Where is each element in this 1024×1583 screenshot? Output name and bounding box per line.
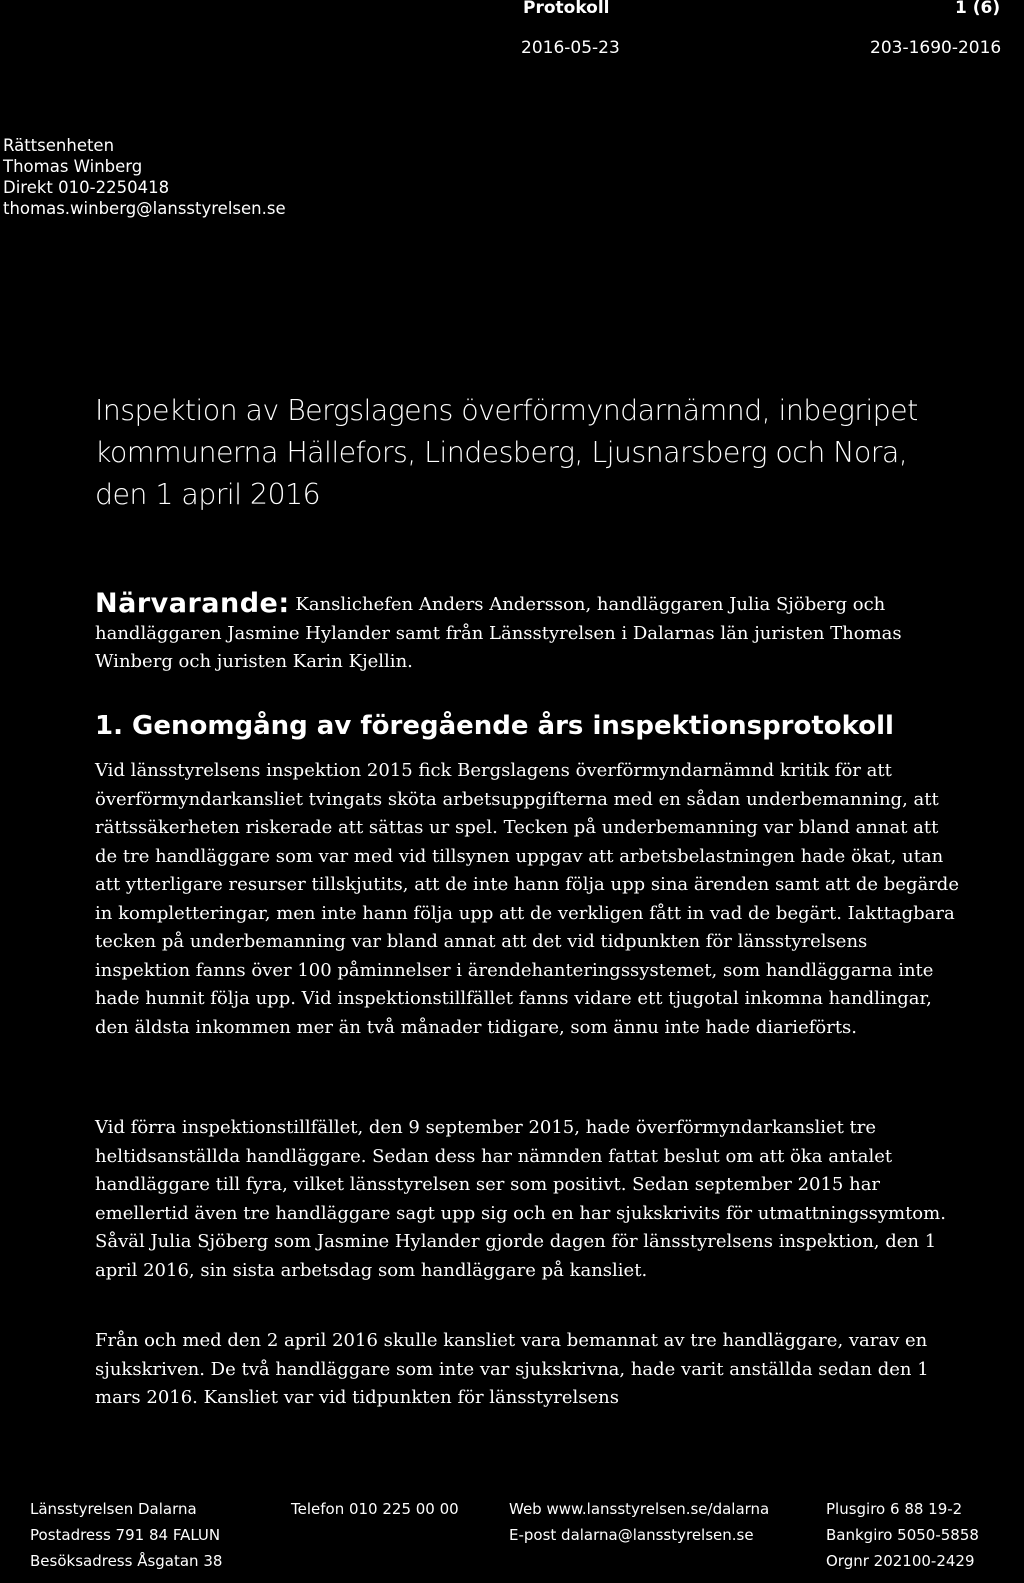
footer-plusgiro: Plusgiro 6 88 19-2	[826, 1500, 963, 1518]
footer-bankgiro: Bankgiro 5050-5858	[826, 1526, 979, 1544]
sender-name: Thomas Winberg	[3, 157, 143, 176]
footer-orgnr: Orgnr 202100-2429	[826, 1552, 975, 1570]
footer-visit: Besöksadress Åsgatan 38	[30, 1552, 223, 1570]
sender-email[interactable]: thomas.winberg@lansstyrelsen.se	[3, 199, 286, 218]
document-date: 2016-05-23	[521, 38, 620, 58]
attendees-label: Närvarande:	[95, 588, 290, 619]
body-paragraph-1: Vid länsstyrelsens inspektion 2015 fick Bergslagens överförmyndarnämnd kritik för att överförmyndarkansliet tvingats sköta arbetsuppgifterna med en sådan underbemanning, att rättssäkerheten riskerade att sättas ur spel. Tecken på underbemanning var bland annat att de tre handläggare som var med vid tillsynen uppgav att arbetsbelastningen hade ökat, utan att ytterligare resurser tillskjutits, att de inte hann följa upp sina ärenden samt att de begärde in kompletteringar, men inte hann följa upp att de verkligen fått in vad de begärt. Iakttagbara tecken på underbemanning var bland annat att det vid tidpunkten för länsstyrelsens inspektion fanns över 100 påminnelser i ärendehanteringssystemet, som handläggarna inte hade hunnit följa upp. Vid inspektionstillfället fanns vidare ett tjugotal inkomna handlingar, den äldsta inkommen mer än två månader tidigare, som ännu inte hade diarieförts.	[95, 760, 959, 1038]
attendees-paragraph	[95, 590, 965, 677]
footer-web	[509, 1496, 769, 1548]
body-paragraph-3: Från och med den 2 april 2016 skulle kansliet vara bemannat av tre handläggare, varav en sjukskriven. De två handläggare som inte var sjukskrivna, hade varit anställda sedan den 1 mars 2016. Kansliet var vid tidpunkten för länsstyrelsens	[95, 1330, 929, 1408]
document-title	[95, 390, 995, 516]
footer-payment	[826, 1496, 979, 1574]
body-paragraph-2: Vid förra inspektionstillfället, den 9 september 2015, hade överförmyndarkansliet tre heltidsanställda handläggare. Sedan dess har nämnden fattat beslut om att öka antalet handläggare till fyra, vilket länsstyrelsen ser som positivt. Sedan september 2015 har emellertid även tre handläggare sagt upp sig och en har sjukskrivits för utmattningssymtom. Såväl Julia Sjöberg som Jasmine Hylander gjorde dagen för länsstyrelsens inspektion, den 1 april 2016, sin sista arbetsdag som handläggare på kansliet.	[95, 1117, 946, 1281]
footer-postal: Postadress 791 84 FALUN	[30, 1526, 221, 1544]
footer-org: Länsstyrelsen Dalarna	[30, 1500, 197, 1518]
sender-unit: Rättsenheten	[3, 136, 115, 155]
footer-phone	[291, 1496, 459, 1522]
case-number: 203-1690-2016	[870, 38, 1002, 58]
document-type: Protokoll	[523, 0, 610, 18]
footer-web-link[interactable]: Web www.lansstyrelsen.se/dalarna	[509, 1500, 770, 1518]
section-heading: 1. Genomgång av föregående års inspektionsprotokoll	[95, 711, 894, 741]
sender-block	[3, 135, 286, 219]
footer-phone-text: Telefon 010 225 00 00	[291, 1500, 459, 1518]
attendees-text: Kanslichefen Anders Andersson, handläggaren Julia Sjöberg och handläggaren Jasmine Hylander samt från Länsstyrelsen i Dalarnas län juristen Thomas Winberg och juristen Karin Kjellin.	[95, 594, 902, 672]
page-number: 1 (6)	[955, 0, 1001, 18]
sender-phone: Direkt 010-2250418	[3, 178, 170, 197]
title-line-2: kommunerna Hällefors, Lindesberg, Ljusnarsberg och Nora,	[95, 436, 908, 469]
footer-address	[30, 1496, 222, 1574]
footer-email-link[interactable]: E-post dalarna@lansstyrelsen.se	[509, 1526, 754, 1544]
title-line-1: Inspektion av Bergslagens överförmyndarnämnd, inbegripet	[95, 394, 918, 427]
title-line-3: den 1 april 2016	[95, 478, 321, 511]
